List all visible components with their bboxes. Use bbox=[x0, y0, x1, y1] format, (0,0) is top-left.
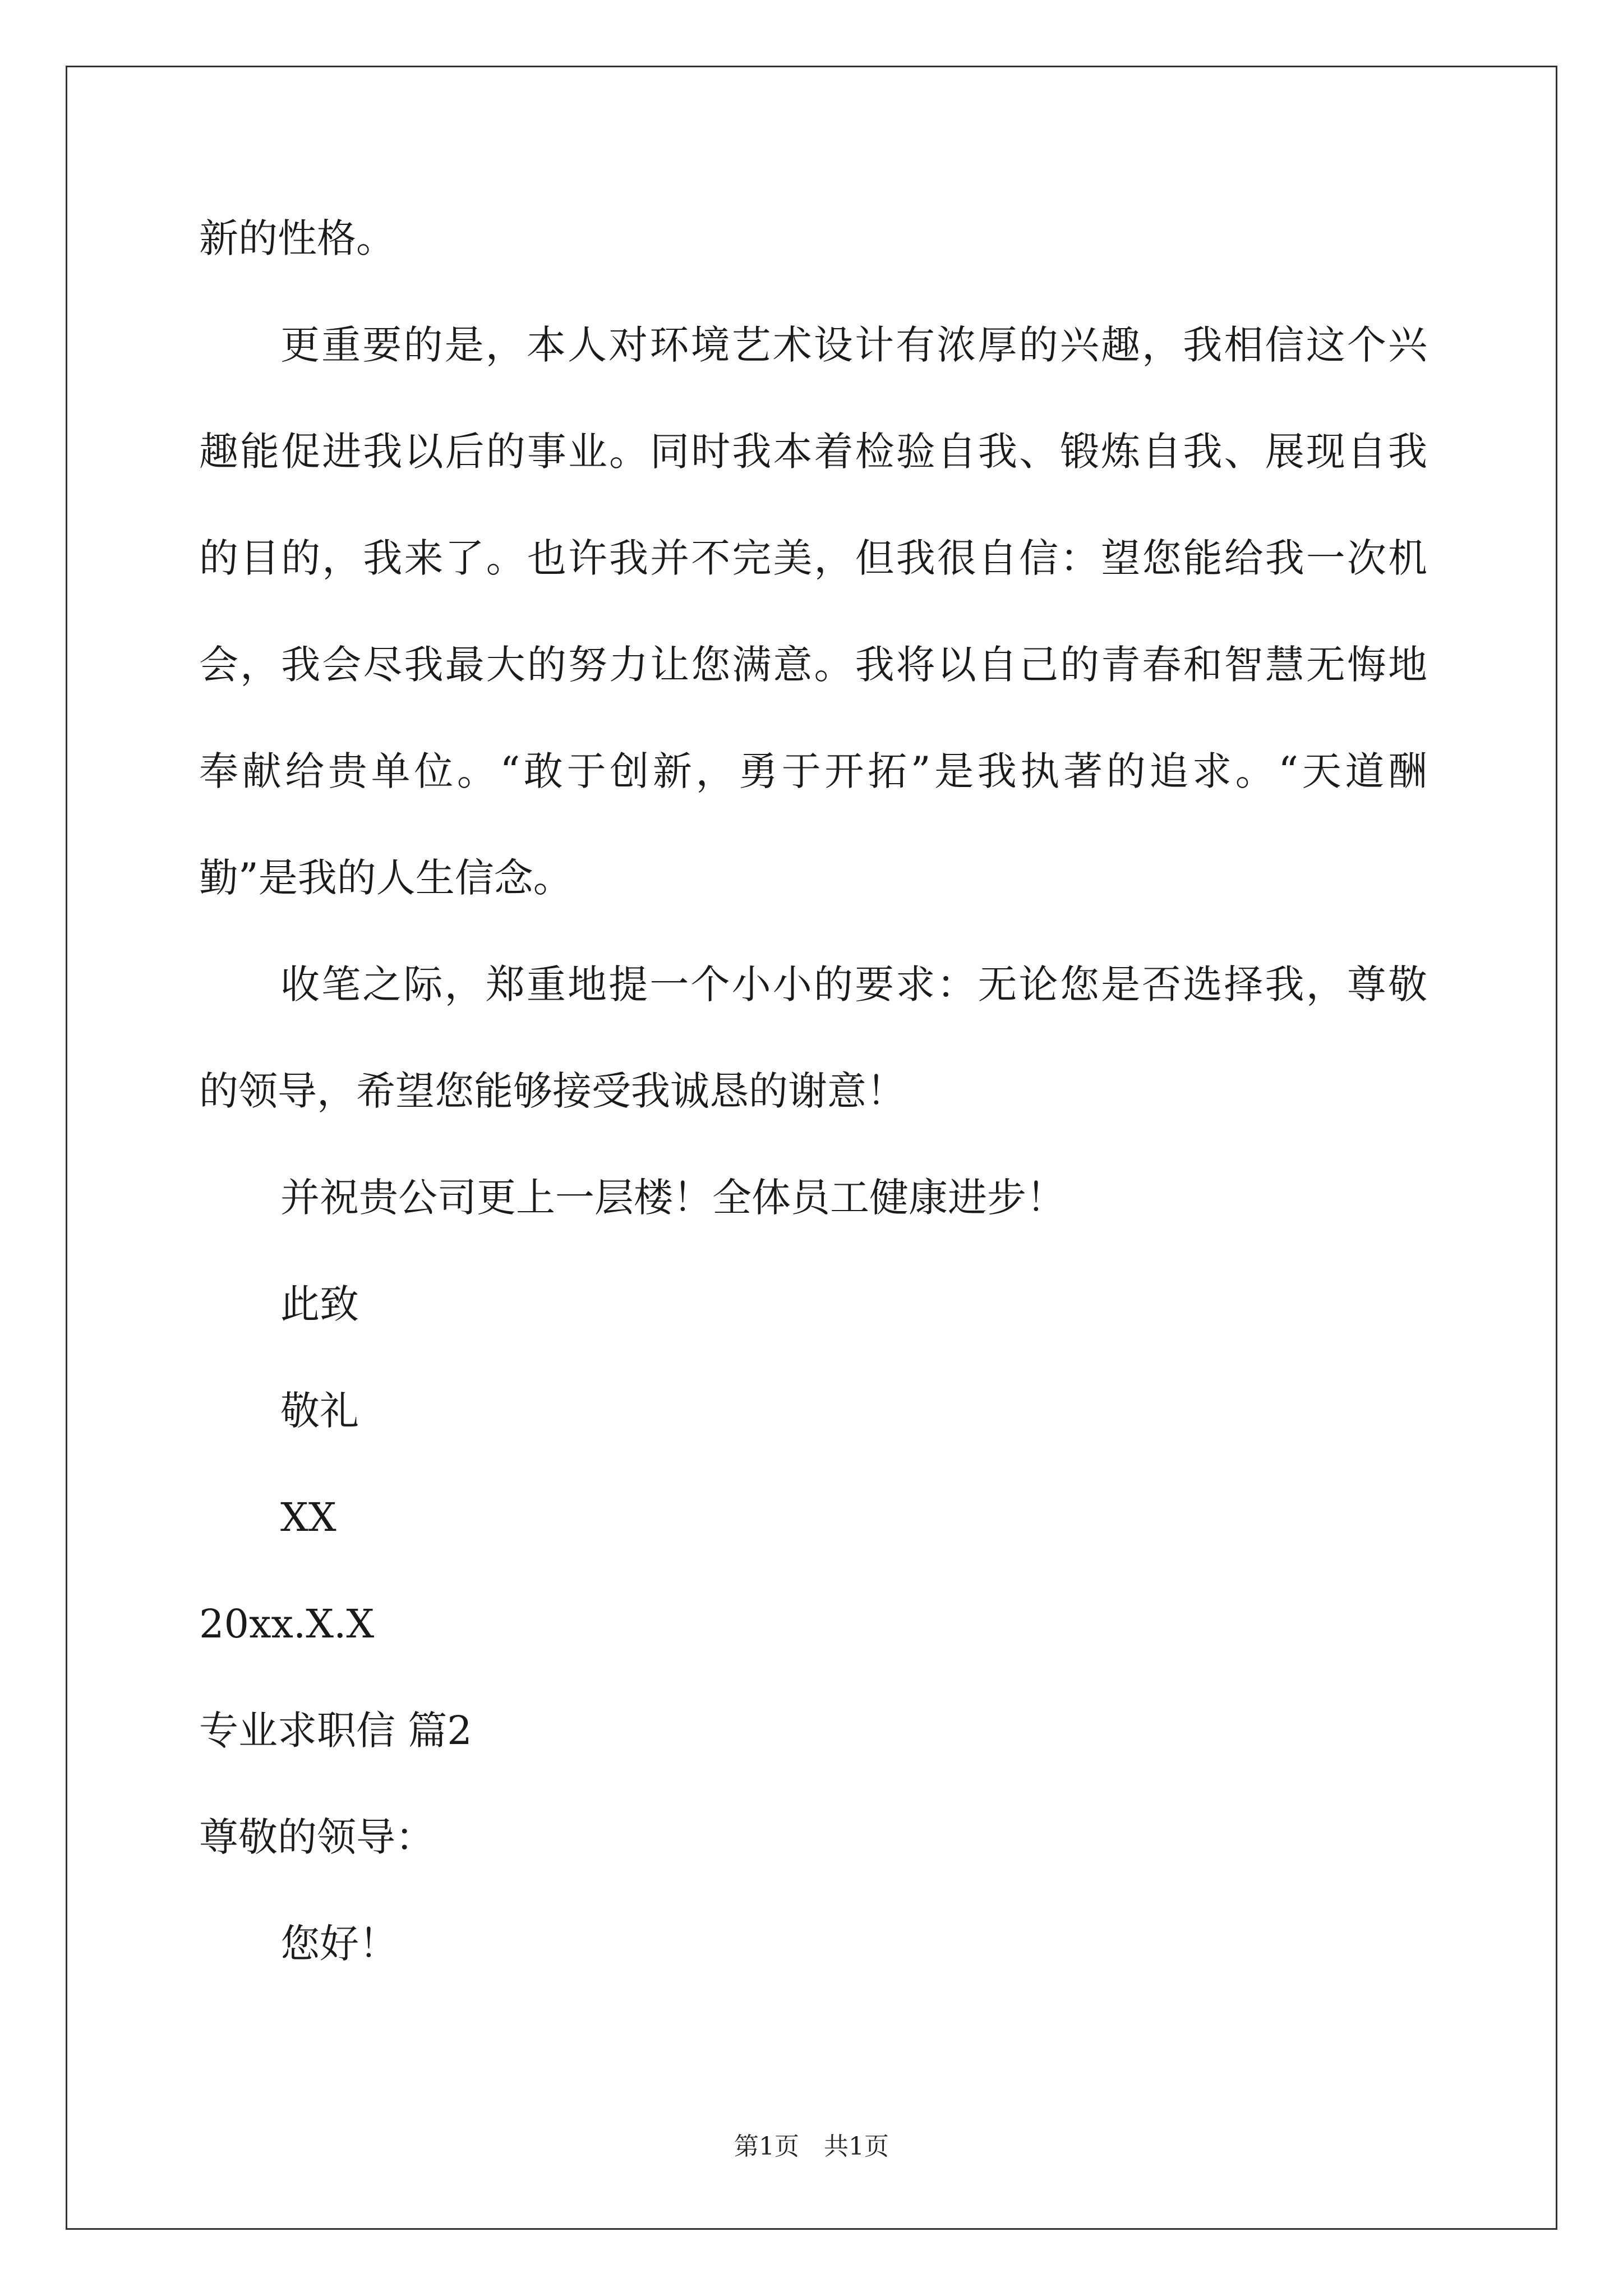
signature-name: XX bbox=[280, 1494, 336, 1540]
salutation: 尊敬的领导： bbox=[199, 1814, 435, 1860]
paragraph-line: 的领导，希望您能够接受我诚恳的谢意！ bbox=[199, 1068, 906, 1114]
paragraph-line: 勤”是我的人生信念。 bbox=[199, 855, 573, 901]
paragraph-line: 趣能促进我以后的事业。同时我本着检验自我、锻炼自我、展现自我 bbox=[199, 429, 1427, 475]
page-footer: 第1页 共1页 bbox=[734, 2132, 889, 2161]
paragraph-line: 收笔之际，郑重地提一个小小的要求：无论您是否选择我，尊敬 bbox=[280, 961, 1427, 1007]
paragraph-line: 新的性格。 bbox=[199, 215, 395, 261]
section-heading: 专业求职信 篇2 bbox=[199, 1708, 472, 1754]
page-border bbox=[66, 66, 1557, 2230]
paragraph-line: 的目的，我来了。也许我并不完美，但我很自信：望您能给我一次机 bbox=[199, 535, 1427, 581]
paragraph-line: 会，我会尽我最大的努力让您满意。我将以自己的青春和智慧无悔地 bbox=[199, 642, 1427, 688]
signature-date: 20xx.X.X bbox=[199, 1601, 375, 1647]
greeting: 您好！ bbox=[280, 1921, 398, 1967]
paragraph-line: 并祝贵公司更上一层楼！全体员工健康进步！ bbox=[280, 1175, 1066, 1221]
paragraph-line: 奉献给贵单位。“敢于创新，勇于开拓”是我执著的追求。“天道酬 bbox=[199, 748, 1427, 794]
closing-line: 此致 bbox=[280, 1281, 359, 1327]
paragraph-line: 更重要的是，本人对环境艺术设计有浓厚的兴趣，我相信这个兴 bbox=[280, 322, 1427, 368]
closing-line: 敬礼 bbox=[280, 1388, 359, 1434]
